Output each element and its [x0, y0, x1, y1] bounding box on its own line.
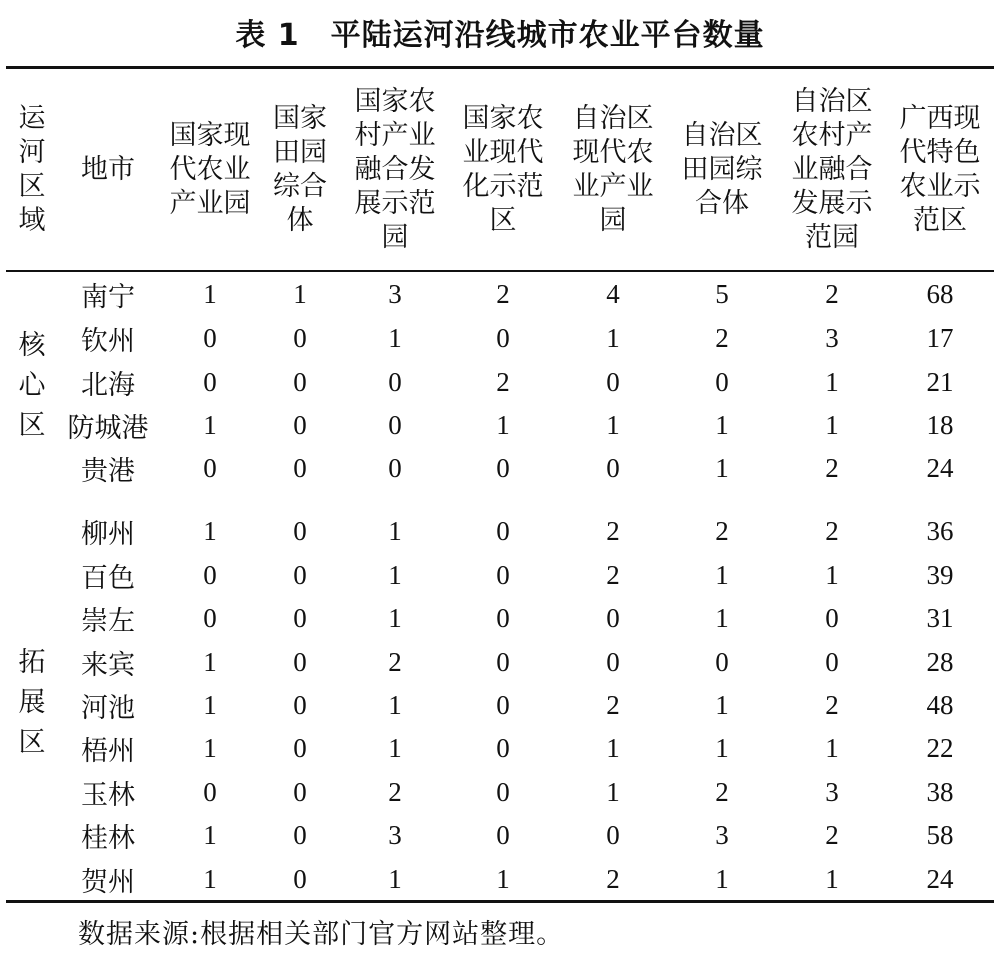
value-cell: 0	[293, 819, 307, 850]
value-cell: 3	[715, 819, 729, 850]
value-cell: 0	[203, 776, 217, 807]
table-row	[0, 360, 1000, 404]
value-cell: 0	[606, 452, 620, 483]
value-cell: 0	[293, 689, 307, 720]
value-cell: 17	[926, 322, 954, 353]
value-cell: 1	[203, 819, 217, 850]
header-c6	[672, 72, 772, 268]
value-cell: 0	[293, 515, 307, 546]
value-cell: 1	[496, 863, 510, 894]
value-cell: 0	[496, 322, 510, 353]
value-cell: 3	[825, 776, 839, 807]
value-cell: 1	[825, 409, 839, 440]
value-cell: 1	[496, 409, 510, 440]
city-cell: 桂林	[81, 822, 135, 854]
city-cell: 贺州	[81, 866, 135, 898]
value-cell: 0	[606, 602, 620, 633]
value-cell: 1	[388, 515, 402, 546]
header-label: 国家现 代农业 产业园	[169, 120, 251, 219]
table-title: 表 1 平陆运河沿线城市农业平台数量	[235, 18, 765, 53]
value-cell: 1	[388, 559, 402, 590]
header-label: 自治区 农村产 业融合 发展示 范园	[791, 86, 873, 253]
table-row	[0, 596, 1000, 640]
city-cell: 来宾	[81, 649, 135, 681]
value-cell: 1	[715, 452, 729, 483]
value-cell: 0	[496, 689, 510, 720]
value-cell: 1	[715, 689, 729, 720]
value-cell: 58	[926, 819, 954, 850]
value-cell: 0	[293, 559, 307, 590]
value-cell: 1	[203, 689, 217, 720]
value-cell: 0	[825, 646, 839, 677]
value-cell: 0	[203, 322, 217, 353]
value-cell: 1	[388, 602, 402, 633]
top-rule	[6, 66, 994, 69]
value-cell: 1	[606, 322, 620, 353]
value-cell: 2	[825, 819, 839, 850]
value-cell: 0	[715, 646, 729, 677]
region-name: 拓展区	[18, 647, 46, 758]
value-cell: 2	[715, 322, 729, 353]
value-cell: 1	[606, 776, 620, 807]
value-cell: 2	[606, 863, 620, 894]
city-cell: 百色	[81, 562, 135, 594]
value-cell: 31	[926, 602, 954, 633]
table-row	[0, 857, 1000, 901]
value-cell: 1	[825, 559, 839, 590]
table-row	[0, 553, 1000, 597]
header-region	[6, 72, 58, 268]
value-cell: 0	[496, 646, 510, 677]
value-cell: 1	[715, 732, 729, 763]
header-c8	[886, 72, 994, 268]
value-cell: 2	[606, 689, 620, 720]
value-cell: 1	[825, 732, 839, 763]
header-label: 国家 田园 综合 体	[273, 103, 327, 236]
value-cell: 2	[388, 776, 402, 807]
region-name: 核心区	[18, 330, 46, 441]
value-cell: 0	[496, 515, 510, 546]
value-cell: 24	[926, 863, 954, 894]
value-cell: 1	[388, 322, 402, 353]
value-cell: 0	[293, 452, 307, 483]
value-cell: 0	[293, 366, 307, 397]
value-cell: 1	[203, 278, 217, 309]
value-cell: 1	[606, 409, 620, 440]
value-cell: 22	[926, 732, 954, 763]
value-cell: 2	[825, 278, 839, 309]
value-cell: 0	[496, 559, 510, 590]
value-cell: 2	[606, 515, 620, 546]
value-cell: 4	[606, 278, 620, 309]
value-cell: 1	[203, 732, 217, 763]
value-cell: 0	[825, 602, 839, 633]
header-c4	[451, 72, 555, 268]
value-cell: 0	[293, 602, 307, 633]
table-row	[0, 813, 1000, 857]
value-cell: 0	[203, 602, 217, 633]
header-label: 国家农 村产业 融合发 展示范 园	[354, 86, 436, 253]
value-cell: 2	[825, 689, 839, 720]
value-cell: 68	[926, 278, 954, 309]
value-cell: 0	[715, 366, 729, 397]
value-cell: 3	[825, 322, 839, 353]
value-cell: 1	[203, 515, 217, 546]
value-cell: 28	[926, 646, 954, 677]
header-label: 广西现 代特色 农业示 范区	[899, 103, 981, 236]
value-cell: 1	[825, 863, 839, 894]
header-c5	[561, 72, 665, 268]
value-cell: 2	[715, 776, 729, 807]
value-cell: 0	[496, 602, 510, 633]
table-row	[0, 316, 1000, 360]
value-cell: 1	[293, 278, 307, 309]
city-cell: 崇左	[81, 605, 135, 637]
value-cell: 5	[715, 278, 729, 309]
value-cell: 39	[926, 559, 954, 590]
table-row	[0, 770, 1000, 814]
value-cell: 2	[825, 452, 839, 483]
city-cell: 玉林	[81, 779, 135, 811]
city-cell: 柳州	[81, 518, 135, 550]
value-cell: 2	[496, 366, 510, 397]
value-cell: 1	[388, 863, 402, 894]
table-row	[0, 509, 1000, 553]
city-cell: 南宁	[81, 281, 135, 313]
value-cell: 1	[715, 602, 729, 633]
value-cell: 21	[926, 366, 954, 397]
table-row	[0, 272, 1000, 316]
value-cell: 2	[825, 515, 839, 546]
value-cell: 18	[926, 409, 954, 440]
value-cell: 0	[388, 452, 402, 483]
table-row	[0, 446, 1000, 490]
city-cell: 防城港	[67, 412, 149, 444]
value-cell: 38	[926, 776, 954, 807]
table-row	[0, 403, 1000, 447]
value-cell: 1	[825, 366, 839, 397]
header-c2	[265, 72, 335, 268]
header-city	[60, 72, 156, 268]
header-c7	[780, 72, 884, 268]
city-cell: 钦州	[81, 325, 135, 357]
value-cell: 0	[293, 732, 307, 763]
table-row	[0, 640, 1000, 684]
value-cell: 3	[388, 278, 402, 309]
value-cell: 0	[496, 452, 510, 483]
value-cell: 0	[606, 819, 620, 850]
value-cell: 48	[926, 689, 954, 720]
value-cell: 0	[293, 776, 307, 807]
value-cell: 0	[496, 776, 510, 807]
value-cell: 0	[203, 366, 217, 397]
value-cell: 1	[203, 409, 217, 440]
value-cell: 0	[388, 409, 402, 440]
value-cell: 0	[606, 366, 620, 397]
value-cell: 0	[293, 409, 307, 440]
city-cell: 北海	[81, 369, 135, 401]
value-cell: 0	[388, 366, 402, 397]
table-row	[0, 726, 1000, 770]
value-cell: 1	[606, 732, 620, 763]
value-cell: 2	[496, 278, 510, 309]
value-cell: 1	[388, 689, 402, 720]
header-c1	[160, 72, 260, 268]
table-row	[0, 683, 1000, 727]
value-cell: 1	[203, 863, 217, 894]
header-label: 国家农 业现代 化示范 区	[462, 103, 544, 236]
value-cell: 0	[203, 559, 217, 590]
value-cell: 1	[715, 409, 729, 440]
city-cell: 梧州	[81, 735, 135, 767]
value-cell: 2	[388, 646, 402, 677]
source-note: 数据来源:根据相关部门官方网站整理。	[78, 919, 565, 950]
value-cell: 2	[715, 515, 729, 546]
value-cell: 0	[496, 732, 510, 763]
city-cell: 河池	[81, 692, 135, 724]
value-cell: 0	[496, 819, 510, 850]
value-cell: 1	[715, 559, 729, 590]
value-cell: 36	[926, 515, 954, 546]
value-cell: 2	[606, 559, 620, 590]
header-label: 运 河 区 域	[18, 103, 46, 236]
header-label: 自治区 现代农 业产业 园	[572, 103, 654, 236]
value-cell: 0	[293, 863, 307, 894]
value-cell: 0	[606, 646, 620, 677]
value-cell: 1	[715, 863, 729, 894]
value-cell: 1	[203, 646, 217, 677]
value-cell: 24	[926, 452, 954, 483]
value-cell: 3	[388, 819, 402, 850]
header-c3	[345, 72, 445, 268]
value-cell: 1	[388, 732, 402, 763]
value-cell: 0	[293, 322, 307, 353]
value-cell: 0	[203, 452, 217, 483]
value-cell: 0	[293, 646, 307, 677]
header-label: 地市	[81, 154, 135, 185]
header-label: 自治区 田园综 合体	[681, 120, 763, 219]
city-cell: 贵港	[81, 455, 135, 487]
